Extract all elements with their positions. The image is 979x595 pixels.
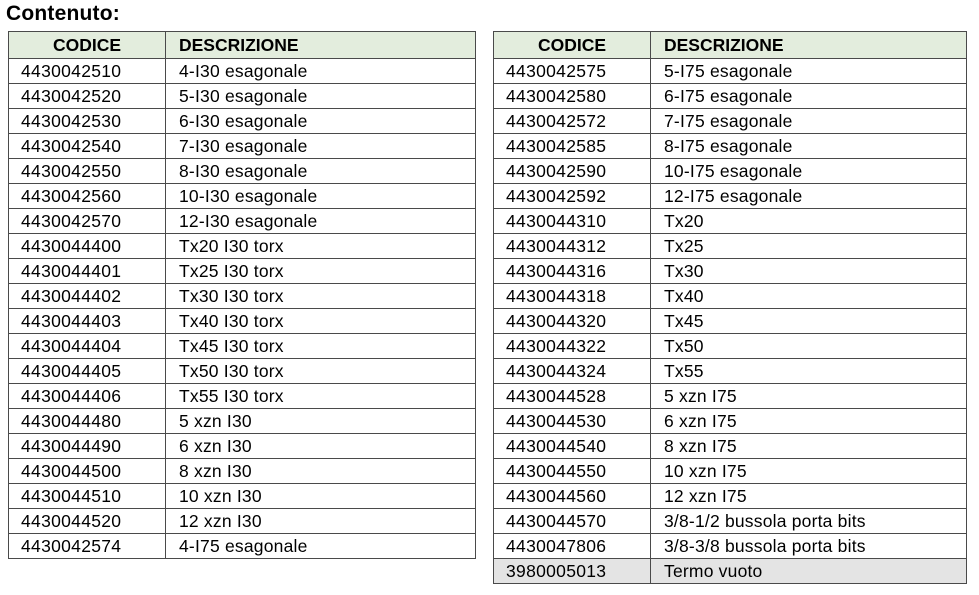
cell-description: 5-I75 esagonale	[651, 59, 967, 84]
cell-code: 4430044490	[9, 434, 166, 459]
cell-code: 4430042580	[494, 84, 651, 109]
table-row	[494, 434, 967, 459]
cell-code: 4430044310	[494, 209, 651, 234]
table-row	[494, 359, 967, 384]
cell-code: 4430042540	[9, 134, 166, 159]
table-row	[9, 284, 476, 309]
cell-code: 4430042510	[9, 59, 166, 84]
cell-description: 5 xzn I30	[166, 409, 476, 434]
cell-description: 12 xzn I75	[651, 484, 967, 509]
table-row	[494, 284, 967, 309]
cell-description: Tx45 I30 torx	[166, 334, 476, 359]
table-row	[9, 309, 476, 334]
cell-code: 4430044402	[9, 284, 166, 309]
cell-description: Tx45	[651, 309, 967, 334]
cell-code: 4430044406	[9, 384, 166, 409]
cell-description: Tx50	[651, 334, 967, 359]
table-row	[494, 509, 967, 534]
cell-code: 4430042592	[494, 184, 651, 209]
cell-description: Tx20	[651, 209, 967, 234]
cell-code: 4430044322	[494, 334, 651, 359]
table-header-row	[494, 32, 967, 59]
cell-code: 4430044480	[9, 409, 166, 434]
cell-code: 4430042550	[9, 159, 166, 184]
table-row	[9, 334, 476, 359]
cell-description: Tx30 I30 torx	[166, 284, 476, 309]
cell-description: 5-I30 esagonale	[166, 84, 476, 109]
cell-description: 7-I75 esagonale	[651, 109, 967, 134]
table-row	[494, 184, 967, 209]
cell-description: 10 xzn I30	[166, 484, 476, 509]
cell-description: Tx50 I30 torx	[166, 359, 476, 384]
cell-code: 4430042520	[9, 84, 166, 109]
table-row	[9, 534, 476, 559]
cell-description: Tx40	[651, 284, 967, 309]
cell-code: 4430044500	[9, 459, 166, 484]
cell-description: 3/8-3/8 bussola porta bits	[651, 534, 967, 559]
cell-description: 8 xzn I30	[166, 459, 476, 484]
table-row	[494, 59, 967, 84]
cell-description: 6-I75 esagonale	[651, 84, 967, 109]
table-row	[9, 459, 476, 484]
cell-code: 4430044403	[9, 309, 166, 334]
table-row	[494, 309, 967, 334]
cell-description: Tx30	[651, 259, 967, 284]
table-row	[9, 184, 476, 209]
cell-description: Tx55 I30 torx	[166, 384, 476, 409]
cell-description: Termo vuoto	[651, 559, 967, 584]
table-row	[9, 209, 476, 234]
cell-code: 4430044316	[494, 259, 651, 284]
cell-code: 4430044320	[494, 309, 651, 334]
cell-description: 6-I30 esagonale	[166, 109, 476, 134]
table-row	[9, 84, 476, 109]
table-row	[9, 509, 476, 534]
table-body-left	[9, 59, 476, 559]
table-row	[9, 59, 476, 84]
cell-code: 4430044530	[494, 409, 651, 434]
cell-description: 12-I30 esagonale	[166, 209, 476, 234]
cell-code: 4430042585	[494, 134, 651, 159]
cell-code: 4430044405	[9, 359, 166, 384]
cell-description: 4-I75 esagonale	[166, 534, 476, 559]
cell-code: 4430044560	[494, 484, 651, 509]
table-row	[9, 484, 476, 509]
table-body-right	[494, 59, 967, 584]
table-row	[9, 109, 476, 134]
cell-code: 4430044401	[9, 259, 166, 284]
table-row	[494, 234, 967, 259]
cell-description: Tx25 I30 torx	[166, 259, 476, 284]
header-code: CODICE	[494, 32, 651, 59]
cell-code: 4430044400	[9, 234, 166, 259]
cell-description: 3/8-1/2 bussola porta bits	[651, 509, 967, 534]
cell-code: 4430042570	[9, 209, 166, 234]
table-row	[9, 159, 476, 184]
table-row	[9, 134, 476, 159]
table-row	[494, 109, 967, 134]
table-row	[494, 484, 967, 509]
cell-description: 6 xzn I30	[166, 434, 476, 459]
table-row	[494, 159, 967, 184]
table-row	[9, 259, 476, 284]
cell-description: 8 xzn I75	[651, 434, 967, 459]
header-description: DESCRIZIONE	[166, 32, 476, 59]
header-description: DESCRIZIONE	[651, 32, 967, 59]
table-row	[494, 134, 967, 159]
cell-description: Tx55	[651, 359, 967, 384]
table-header-row	[9, 32, 476, 59]
cell-description: 10 xzn I75	[651, 459, 967, 484]
table-row	[494, 84, 967, 109]
cell-description: Tx25	[651, 234, 967, 259]
cell-code: 3980005013	[494, 559, 651, 584]
table-row	[9, 384, 476, 409]
table-row	[494, 384, 967, 409]
table-row	[494, 534, 967, 559]
cell-description: 10-I75 esagonale	[651, 159, 967, 184]
cell-description: 12-I75 esagonale	[651, 184, 967, 209]
table-row	[9, 434, 476, 459]
cell-code: 4430044324	[494, 359, 651, 384]
table-row	[9, 359, 476, 384]
cell-code: 4430044540	[494, 434, 651, 459]
cell-code: 4430042560	[9, 184, 166, 209]
table-row	[9, 409, 476, 434]
cell-code: 4430044312	[494, 234, 651, 259]
contents-table-left	[8, 31, 476, 559]
cell-description: 8-I75 esagonale	[651, 134, 967, 159]
cell-description: 5 xzn I75	[651, 384, 967, 409]
table-row	[9, 234, 476, 259]
table-row	[494, 409, 967, 434]
cell-code: 4430044404	[9, 334, 166, 359]
cell-code: 4430042574	[9, 534, 166, 559]
cell-code: 4430044528	[494, 384, 651, 409]
cell-description: Tx40 I30 torx	[166, 309, 476, 334]
cell-description: Tx20 I30 torx	[166, 234, 476, 259]
cell-description: 10-I30 esagonale	[166, 184, 476, 209]
cell-code: 4430044550	[494, 459, 651, 484]
cell-code: 4430042575	[494, 59, 651, 84]
contents-table-right	[493, 31, 967, 584]
page-title: Contenuto:	[6, 2, 120, 25]
table-row	[494, 559, 967, 584]
cell-code: 4430044570	[494, 509, 651, 534]
cell-code: 4430042572	[494, 109, 651, 134]
cell-description: 8-I30 esagonale	[166, 159, 476, 184]
cell-description: 6 xzn I75	[651, 409, 967, 434]
table-row	[494, 259, 967, 284]
table-row	[494, 459, 967, 484]
cell-description: 4-I30 esagonale	[166, 59, 476, 84]
cell-code: 4430044510	[9, 484, 166, 509]
header-code: CODICE	[9, 32, 166, 59]
cell-code: 4430042530	[9, 109, 166, 134]
cell-code: 4430042590	[494, 159, 651, 184]
cell-code: 4430044520	[9, 509, 166, 534]
cell-code: 4430044318	[494, 284, 651, 309]
table-row	[494, 334, 967, 359]
cell-description: 12 xzn I30	[166, 509, 476, 534]
table-row	[494, 209, 967, 234]
cell-code: 4430047806	[494, 534, 651, 559]
cell-description: 7-I30 esagonale	[166, 134, 476, 159]
